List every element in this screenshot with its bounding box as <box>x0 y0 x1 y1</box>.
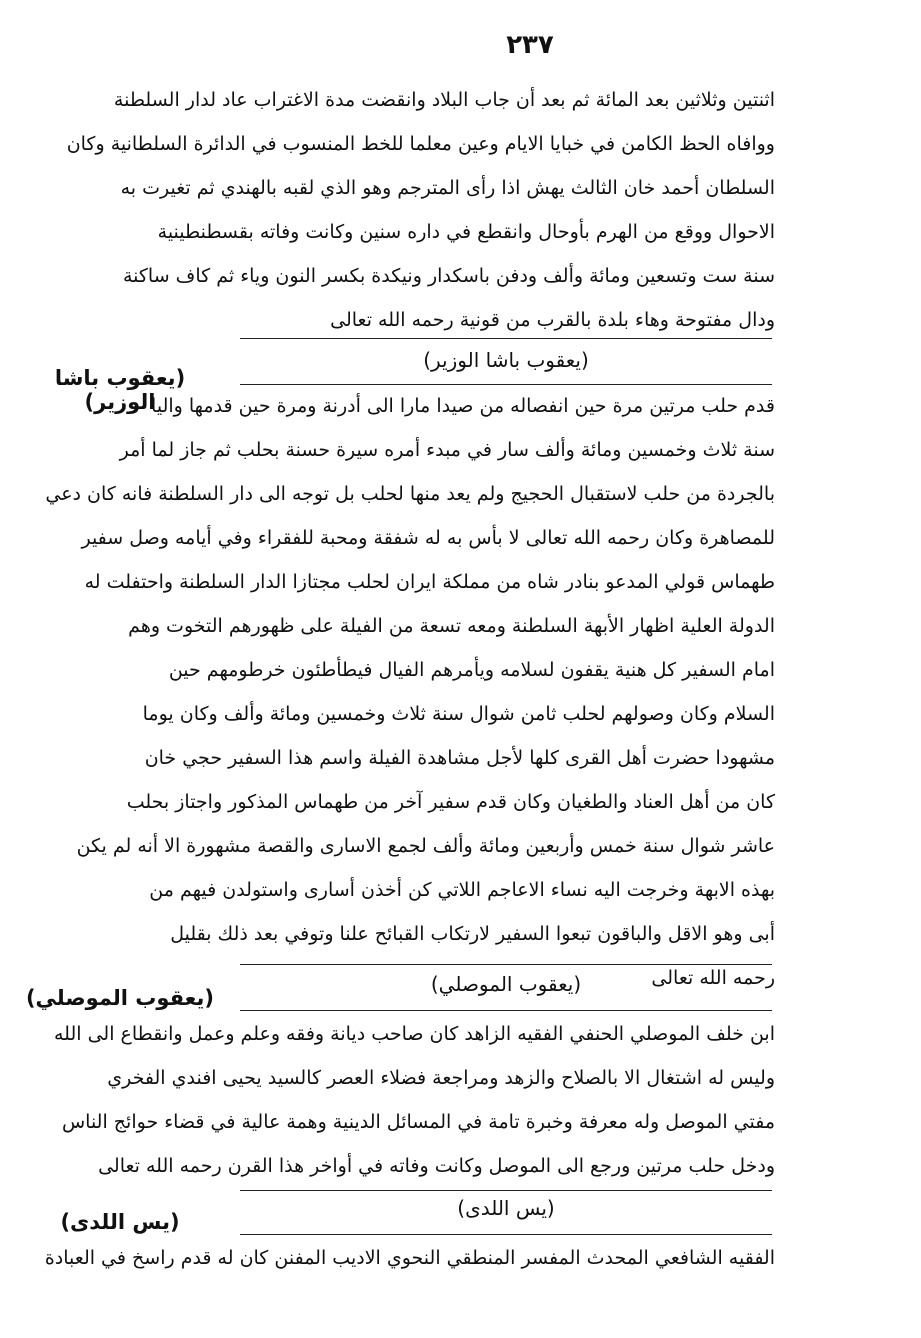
section-rule <box>240 338 772 339</box>
text-line: للمصاهرة وكان رحمه الله تعالى لا بأس به له شفقة ومحبة للفقراء وفي أيامه وصل سفير <box>81 527 775 549</box>
margin-heading: (يس اللدى) <box>60 1210 180 1234</box>
text-line: امام السفير كل هنية يقفون لسلامه ويأمرهم الفيال فيطأطئون خرطومهم حين <box>168 659 775 681</box>
text-line: السلام وكان وصولهم لحلب ثامن شوال سنة ثلاث وخمسين ومائة وألف وكان يوما <box>142 703 775 725</box>
text-line: مفتي الموصل وله معرفة وخبرة تامة في المسائل الدينية وهمة عالية في قضاء حوائج الناس <box>61 1111 775 1133</box>
text-line: وليس له اشتغال الا بالصلاح والزهد ومراجعة فضلاء العصر كالسيد يحيى افندي الفخري <box>107 1067 775 1089</box>
margin-heading: (يعقوب الموصلي) <box>25 986 215 1010</box>
text-line: طهماس قولي المدعو بنادر شاه من مملكة ايران لحلب مجتازا الدار السلطنة واحتفلت له <box>84 571 775 593</box>
text-line: كان من أهل العناد والطغيان وكان قدم سفير آخر من طهماس المذكور واجتاز بحلب <box>126 791 775 813</box>
text-line: الدولة العلية اظهار الأبهة السلطنة ومعه تسعة من الفيلة على ظهورهم التخوت وهم <box>128 615 775 637</box>
section-rule <box>240 1010 772 1011</box>
section-rule <box>240 1190 772 1191</box>
intro-paragraph <box>66 78 775 342</box>
entry-paragraph <box>54 1012 775 1188</box>
text-line: قدم حلب مرتين مرة حين انفصاله من صيدا مارا الى أدرنة ومرة حين قدمها واليا <box>151 395 775 417</box>
page-number: ٢٣٧ <box>506 30 554 60</box>
text-line: ودال مفتوحة وهاء بلدة بالقرب من قونية رحمه الله تعالى <box>330 309 775 331</box>
section-rule <box>240 964 772 965</box>
text-line: رحمه الله تعالى <box>651 967 775 989</box>
margin-heading: (يعقوب باشا الوزير) <box>54 366 186 414</box>
text-line: ووافاه الحظ الكامن في خبايا الايام وعين معلما للخط المنسوب في الدائرة السلطانية وكان <box>66 133 775 155</box>
text-line: ودخل حلب مرتين ورجع الى الموصل وكانت وفاته في أواخر هذا القرن رحمه الله تعالى <box>98 1155 775 1177</box>
text-line: أبى وهو الاقل والباقون تبعوا السفير لارتكاب القبائح علنا وتوفي بعد ذلك بقليل <box>170 923 775 945</box>
entry-heading: (يعقوب الموصلي) <box>430 972 582 996</box>
text-line: عاشر شوال سنة خمس وأربعين ومائة وألف لجمع الاسارى والقصة مشهورة الا أنه لم يكن <box>76 835 775 857</box>
text-line: سنة ثلاث وخمسين ومائة وألف سار في مبدء أمره سيرة حسنة بحلب ثم جاز لما أمر <box>119 439 775 461</box>
text-line: الاحوال ووقع من الهرم بأوحال وانقطع في داره سنين وكانت وفاته بقسطنطينية <box>157 221 775 243</box>
text-line: اثنتين وثلاثين بعد المائة ثم بعد أن جاب البلاد وانقضت مدة الاغتراب عاد لدار السلطنة <box>113 89 775 111</box>
text-line: بالجردة من حلب لاستقبال الحجيج ولم يعد منها لحلب بل توجه الى دار السلطنة فانه كان دعي <box>45 483 775 505</box>
section-rule <box>240 1234 772 1235</box>
text-line: بهذه الابهة وخرجت اليه نساء الاعاجم اللاتي كن أخذن أسارى واستولدن فيهم من <box>149 879 775 901</box>
text-line: سنة ست وتسعين ومائة وألف ودفن باسكدار ونيكدة بكسر النون وياء ثم كاف ساكنة <box>122 265 775 287</box>
entry-heading: (يس اللدى) <box>457 1196 555 1220</box>
text-line: ابن خلف الموصلي الحنفي الفقيه الزاهد كان صاحب ديانة وفقه وعلم وعمل وانقطاع الى الله <box>54 1023 775 1045</box>
entry-heading: (يعقوب باشا الوزير) <box>423 348 589 372</box>
text-line: مشهودا حضرت أهل القرى كلها لأجل مشاهدة الفيلة واسم هذا السفير حجي خان <box>144 747 775 769</box>
entry-paragraph <box>44 1236 775 1280</box>
text-line: السلطان أحمد خان الثالث يهش اذا رأى المترجم وهو الذي لقبه بالهندي ثم تغيرت به <box>120 177 775 199</box>
text-line: الفقيه الشافعي المحدث المفسر المنطقي النحوي الاديب المفنن كان له قدم راسخ في العبادة <box>44 1247 775 1269</box>
